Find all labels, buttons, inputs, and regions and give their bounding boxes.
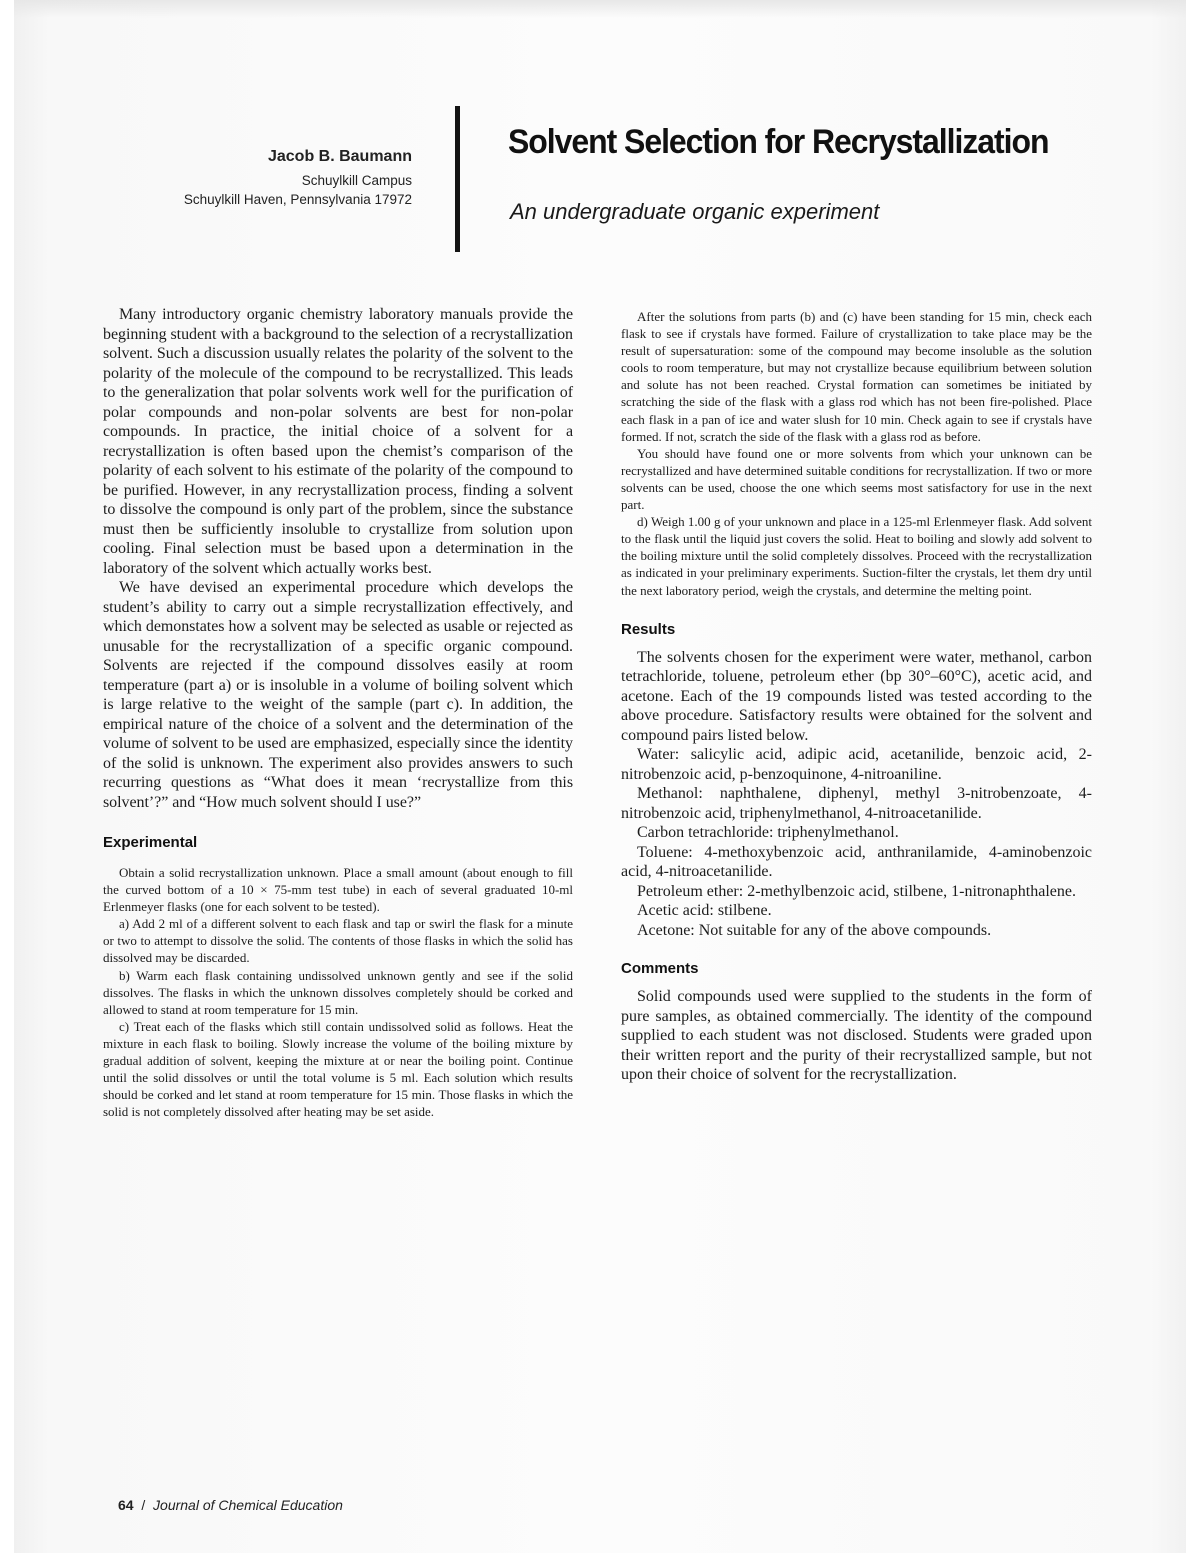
right-column [621,308,1092,1085]
header-divider [455,106,460,252]
result-petroleum-ether: Petroleum ether: 2-methylbenzoic acid, stilbene, 1-nitronaphthalene. [637,882,1076,900]
result-water: Water: salicylic acid, adipic acid, acetanilide, benzoic acid, 2-nitrobenzoic acid, p-benzoquinone, 4-nitroaniline. [621,746,1092,783]
step-c: c) Treat each of the flasks which still contain undissolved solid as follows. Heat the mixture in each flask to boiling. Slowly increase the volume of the boiling mixture by gradual addition of solvent, keeping the mixture at or near the boiling point. Continue until the solid dissolves or until the total volume is 5 ml. Each solution which results should be corked and let stand at room temperature for 15 min. Those flasks in which the solid is not completely dissolved after heating may be set aside. [103,1018,573,1120]
found-solvents-paragraph: You should have found one or more solvents from which your unknown can be recrystallized and have determined suitable conditions for recrystallization. If two or more solvents can be used, choose the one which seems most satisfactory for use in the next part. [621,445,1092,513]
step-b: b) Warm each flask containing undissolved unknown gently and see if the solid dissolves. The flasks in which the unknown dissolves completely should be corked and allowed to stand at room temperature for 15 min. [103,967,573,1017]
author-name: Jacob B. Baumann [267,148,412,165]
step-a: a) Add 2 ml of a different solvent to each flask and tap or swirl the flask for a minute or two to attempt to dissolve the solid. The contents of those flasks in which the solid has dissolved may be discarded. [103,916,573,966]
author-affiliation: Schuylkill Campus [301,173,412,188]
results-heading: Results [621,620,676,638]
journal-name: Journal of Chemical Education [153,1497,343,1513]
result-methanol: Methanol: naphthalene, diphenyl, methyl 3-nitrobenzoate, 4-nitrobenzoic acid, triphenylmethanol, 4-nitroacetanilide. [621,785,1092,822]
comments-paragraph: Solid compounds used were supplied to the students in the form of pure samples, as obtained commercially. The identity of the compound supplied to each student was not disclosed. Students were graded upon their written report and the purity of their recrystallized sample, but not upon their choice of solvent for the recrystallization. [621,988,1092,1084]
comments-heading: Comments [621,960,699,978]
page-number: 64 [118,1497,134,1513]
results-section [621,648,1092,941]
footer-separator: / [141,1497,146,1513]
result-carbon-tetrachloride: Carbon tetrachloride: triphenylmethanol. [637,824,899,842]
result-toluene: Toluene: 4-methoxybenzoic acid, anthranilamide, 4-aminobenzoic acid, 4-nitroacetanilide. [621,843,1092,881]
after-solutions-paragraph: After the solutions from parts (b) and (c) have been standing for 15 min, check each flask to see if crystals have formed. Failure of crystallization to take place may be the result of supersaturation: some of the compound may become insoluble as the solution cools to room temperature, but may not crystallize because equilibrium between solution and solute has not been reached. Crystal formation can sometimes be initiated by scratching the side of the flask with a glass rod which has not been fire-polished. Place each flask in a pan of ice and water slush for 10 min. Check again to see if crystals have formed. If not, scratch the side of the flask with a glass rod as before. [621,309,1092,444]
article-title: Solvent Selection for Recrystallization [508,123,1049,161]
author-address: Schuylkill Haven, Pennsylvania 17972 [183,192,412,207]
intro-paragraph-2: We have devised an experimental procedure which develops the student’s ability to carry out a simple recrystallization effectively, and which demonstates how a solvent may be selected as usable or rejected as unusable for the recrystallization of a specific organic compound. Solvents are rejected if the compound dissolves easily at room temperature (part a) or is insoluble in a volume of boiling solvent which is large relative to the weight of the sample (part c). In addition, the empirical nature of the choice of a solvent and the determination of the volume of solvent to be used are emphasized, especially since the identity of the solid is unknown. The experiment also provides answers to such recurring questions as “What does it mean ‘recrystallize from this solvent’?” and “How much solvent should I use?” [103,579,573,811]
result-acetic-acid: Acetic acid: stilbene. [637,902,772,920]
experimental-paragraph: Obtain a solid recrystallization unknown. Place a small amount (about enough to fill the curved bottom of a 10 × 75-mm test tube) in each of several graduated 10-ml Erlenmeyer flasks (one for each solvent to be tested). [103,865,573,915]
left-column [103,305,573,1120]
step-d: d) Weigh 1.00 g of your unknown and place in a 125-ml Erlenmeyer flask. Add solvent to the flask until the liquid just covers the solid. Heat to boiling and slowly add solvent to the boiling mixture until the solid completely dissolves. Proceed with the recrystallization as indicated in your preliminary experiments. Suction-filter the crystals, let them dry until the next laboratory period, weigh the crystals, and determine the melting point. [621,514,1092,598]
page-top-shadow [14,0,1186,18]
author-block [184,148,412,209]
page-footer [118,1497,343,1513]
article-subtitle: An undergraduate organic experiment [510,199,880,224]
results-paragraph: The solvents chosen for the experiment were water, methanol, carbon tetrachloride, toluene, petroleum ether (bp 30°–60°C), acetic acid, and acetone. Each of the 19 compounds listed was tested according to the above procedure. Satisfactory results were obtained for the solvent and compound pairs listed below. [621,648,1092,744]
result-acetone: Acetone: Not suitable for any of the above compounds. [637,921,992,939]
intro-paragraph-1: Many introductory organic chemistry laboratory manuals provide the beginning student with a background to the selection of a recrystallization solvent. Such a discussion usually relates the polarity of the solvent to the polarity of the molecule of the compound to be recrystallized. This leads to the generalization that polar solvents work well for the purification of polar compounds and non-polar solvents are best for non-polar compounds. In practice, the initial choice of a solvent for a recrystallization is often based upon the chemist’s comparison of the polarity of each solvent to his estimate of the polarity of the compound to be purified. However, in any recrystallization process, finding a solvent to dissolve the compound is only part of the problem, since the substance must then be sufficiently insoluble to crystallize from solution upon cooling. Final selection must be based upon a determination in the laboratory of the solvent which actually works best. [103,306,573,577]
experimental-heading: Experimental [103,834,198,851]
